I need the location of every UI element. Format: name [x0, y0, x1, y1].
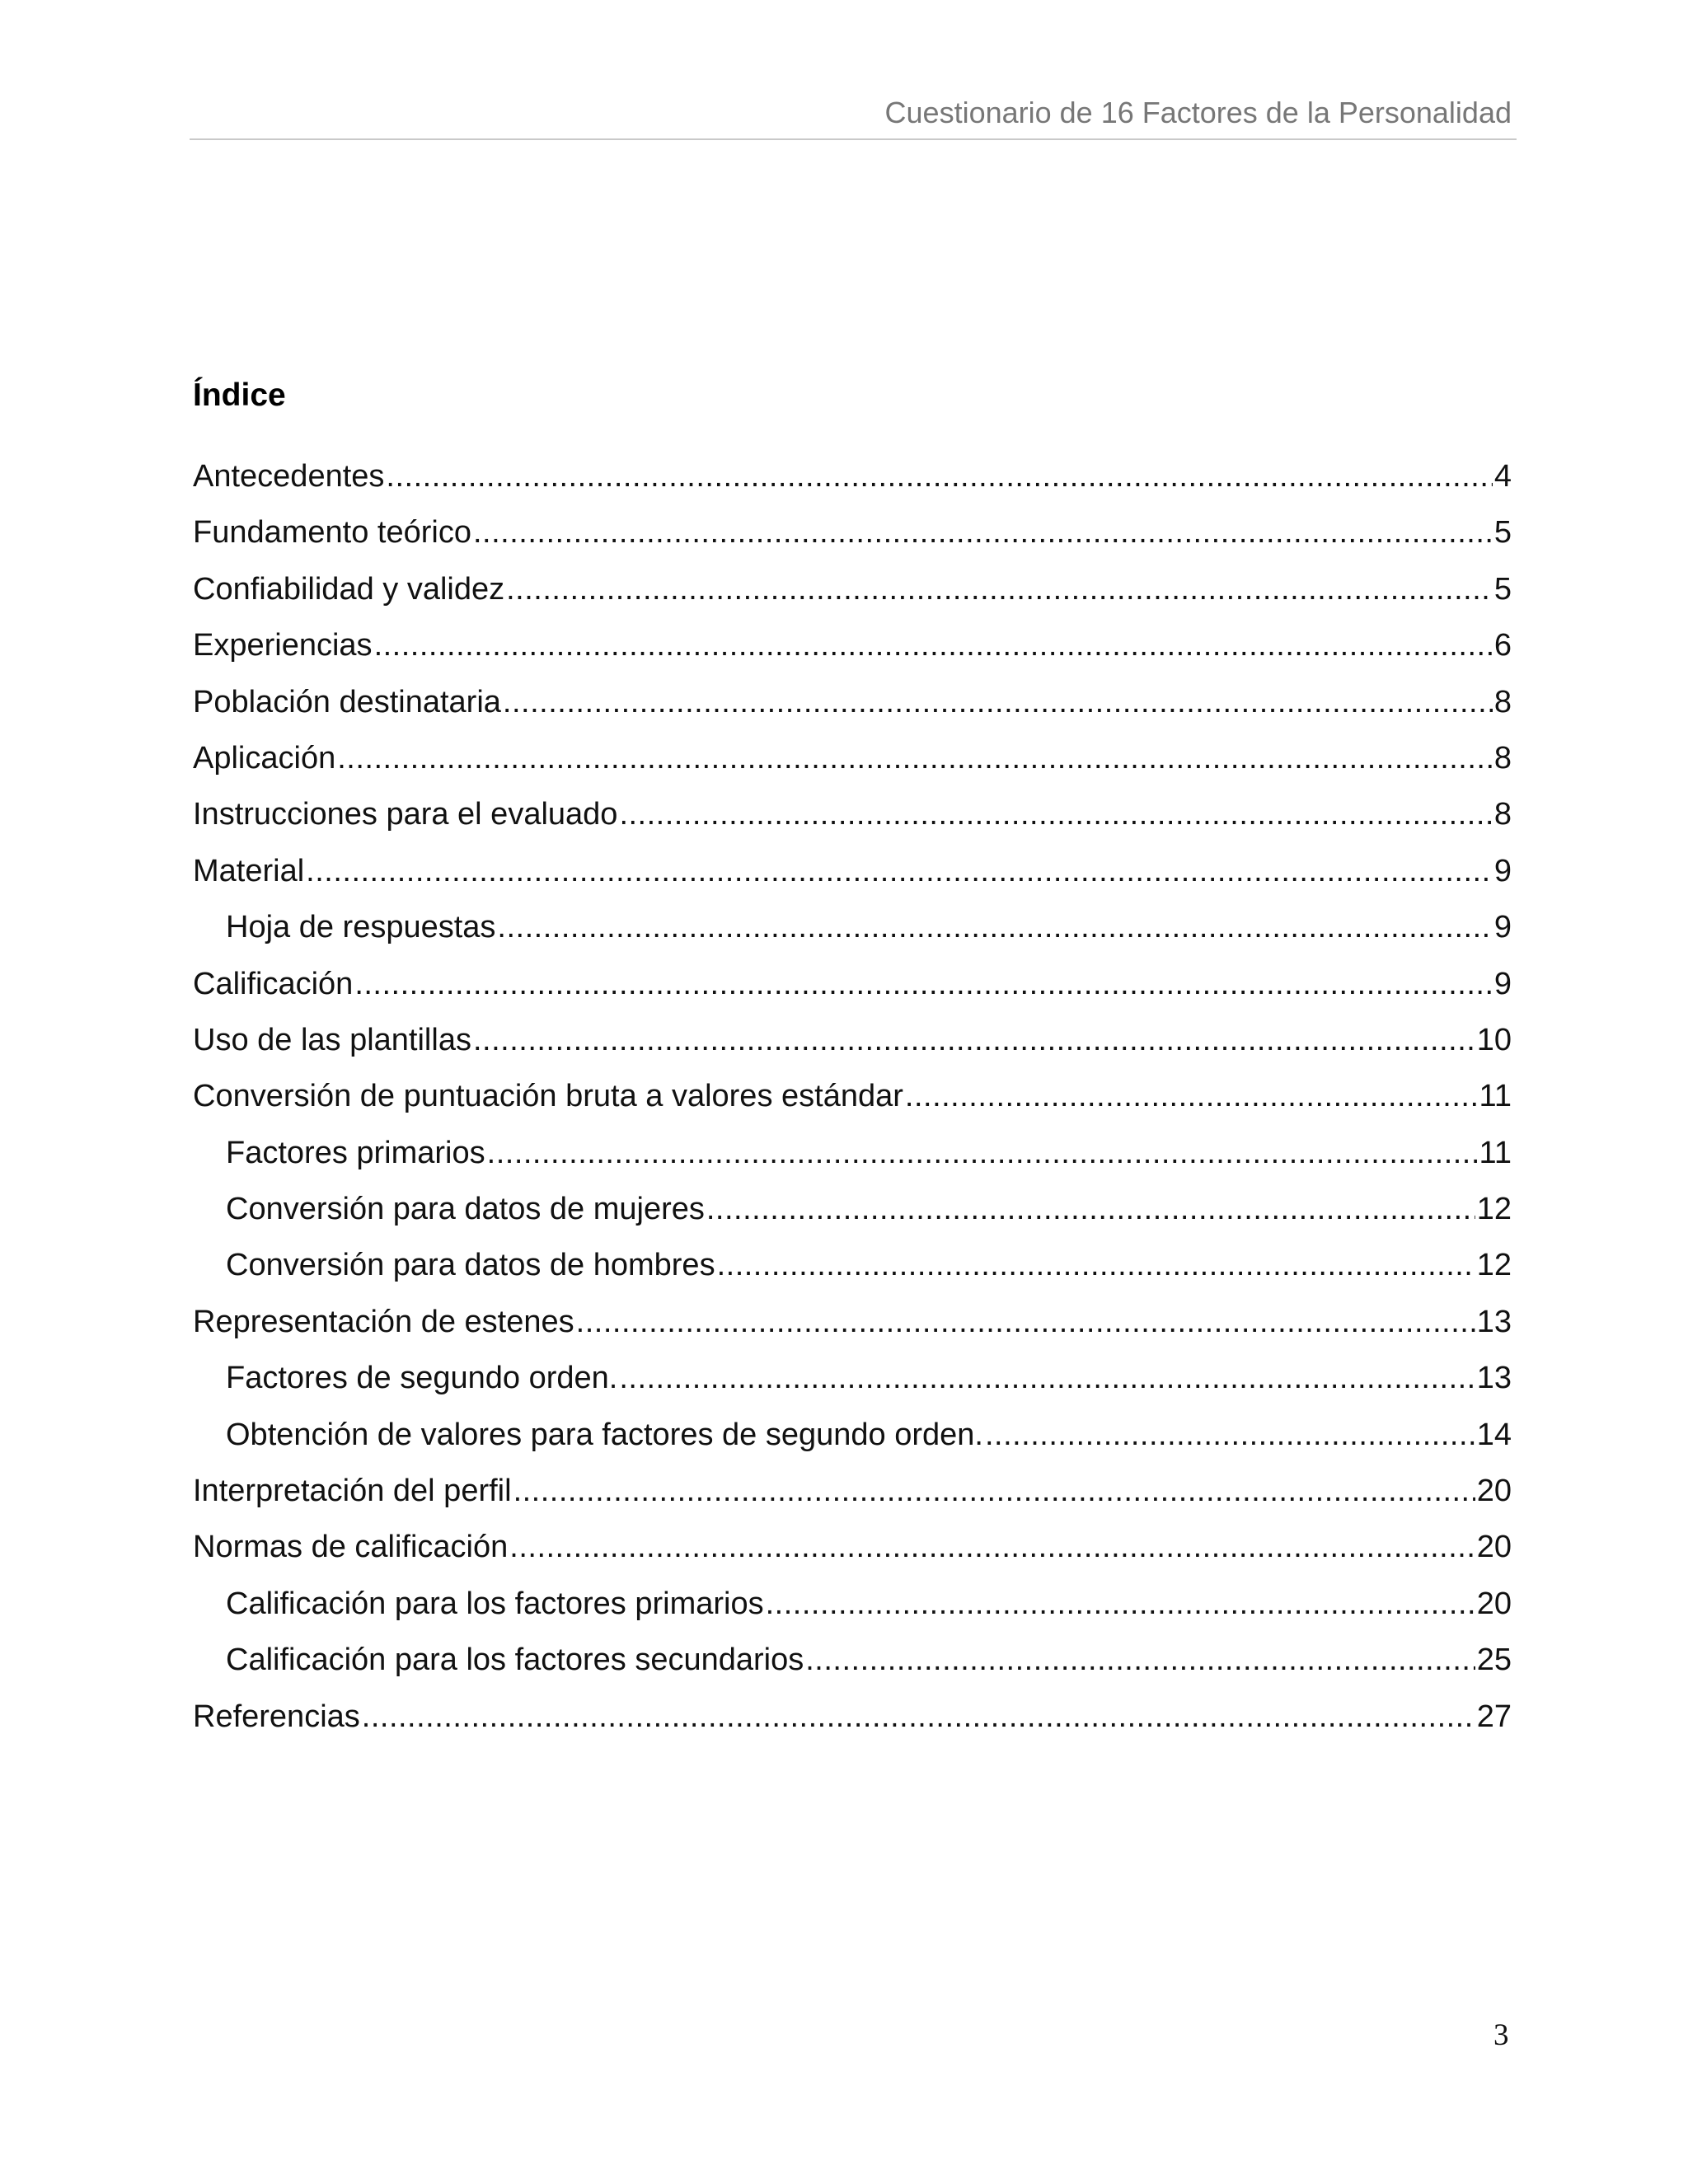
toc-entry-page[interactable]: 5 — [1493, 571, 1512, 607]
toc-entry-label[interactable]: Conversión de puntuación bruta a valores estándar — [193, 1079, 903, 1114]
toc-dot-leader — [306, 843, 1493, 899]
toc-dot-leader — [386, 448, 1492, 504]
toc-entry-label[interactable]: Factores primarios — [226, 1135, 485, 1170]
toc-entry-label[interactable]: Calificación para los factores primarios — [226, 1586, 764, 1621]
running-header-title: Cuestionario de 16 Factores de la Personalidad — [884, 96, 1512, 129]
toc-entry[interactable] — [193, 1181, 1512, 1237]
toc-entry-label[interactable]: Instrucciones para el evaluado — [193, 797, 618, 832]
toc-entry[interactable] — [193, 956, 1512, 1012]
toc-entry-label[interactable]: Población destinataria — [193, 684, 501, 719]
toc-entry[interactable] — [193, 1519, 1512, 1575]
table-of-contents — [193, 448, 1512, 1745]
toc-entry-page[interactable]: 6 — [1493, 628, 1512, 663]
toc-entry-label[interactable]: Hoja de respuestas — [226, 910, 496, 945]
toc-entry-page[interactable]: 11 — [1479, 1135, 1512, 1170]
toc-title: Índice — [193, 377, 286, 413]
toc-dot-leader — [513, 1463, 1475, 1519]
toc-entry[interactable] — [193, 786, 1512, 842]
toc-entry-page[interactable]: 9 — [1493, 966, 1512, 1001]
toc-entry-page[interactable]: 20 — [1476, 1530, 1512, 1565]
toc-entry[interactable] — [193, 1689, 1512, 1745]
toc-entry[interactable] — [193, 1012, 1512, 1068]
toc-entry[interactable] — [193, 730, 1512, 786]
toc-entry-label[interactable]: Obtención de valores para factores de segundo orden. — [226, 1417, 983, 1452]
toc-entry-page[interactable]: 20 — [1476, 1474, 1512, 1509]
toc-entry[interactable] — [193, 1068, 1512, 1124]
toc-entry-label[interactable]: Interpretación del perfil — [193, 1474, 512, 1509]
toc-entry-page[interactable]: 5 — [1493, 515, 1512, 551]
toc-entry[interactable] — [193, 1463, 1512, 1519]
toc-dot-leader — [766, 1576, 1475, 1632]
toc-dot-leader — [473, 504, 1493, 560]
toc-dot-leader — [576, 1294, 1475, 1350]
toc-entry[interactable] — [193, 843, 1512, 899]
toc-entry[interactable] — [193, 1294, 1512, 1350]
toc-entry-label[interactable]: Conversión para datos de mujeres — [226, 1192, 705, 1227]
toc-entry-page[interactable]: 9 — [1493, 910, 1512, 945]
toc-entry-label[interactable]: Material — [193, 853, 305, 888]
toc-entry-page[interactable]: 12 — [1476, 1192, 1512, 1227]
toc-entry-page[interactable]: 9 — [1493, 853, 1512, 888]
toc-entry[interactable] — [193, 504, 1512, 560]
toc-entry-label[interactable]: Calificación — [193, 966, 354, 1001]
toc-entry-label[interactable]: Experiencias — [193, 628, 373, 663]
toc-entry-label[interactable]: Factores de segundo orden. — [226, 1361, 618, 1396]
toc-entry-label[interactable]: Confiabilidad y validez — [193, 571, 505, 607]
toc-entry[interactable] — [193, 1350, 1512, 1406]
toc-dot-leader — [374, 617, 1493, 673]
page-number: 3 — [1493, 2018, 1509, 2052]
toc-entry[interactable] — [193, 1632, 1512, 1688]
toc-dot-leader — [985, 1407, 1475, 1463]
toc-dot-leader — [619, 786, 1492, 842]
toc-entry[interactable] — [193, 674, 1512, 730]
toc-entry[interactable] — [193, 561, 1512, 617]
toc-entry-page[interactable]: 8 — [1493, 684, 1512, 719]
toc-entry[interactable] — [193, 1407, 1512, 1463]
toc-dot-leader — [506, 561, 1493, 617]
toc-dot-leader — [337, 730, 1493, 786]
toc-entry-page[interactable]: 8 — [1493, 740, 1512, 776]
toc-dot-leader — [473, 1012, 1475, 1068]
toc-entry-label[interactable]: Aplicación — [193, 740, 336, 776]
toc-entry-label[interactable]: Fundamento teórico — [193, 515, 471, 551]
toc-entry-page[interactable]: 12 — [1476, 1248, 1512, 1283]
toc-dot-leader — [503, 674, 1493, 730]
toc-entry-page[interactable]: 13 — [1476, 1304, 1512, 1339]
toc-entry-label[interactable]: Antecedentes — [193, 459, 385, 494]
toc-dot-leader — [487, 1125, 1478, 1181]
toc-dot-leader — [497, 899, 1492, 955]
toc-entry[interactable] — [193, 1237, 1512, 1293]
toc-entry[interactable] — [193, 1125, 1512, 1181]
toc-entry-label[interactable]: Representación de estenes — [193, 1304, 574, 1339]
toc-dot-leader — [509, 1519, 1475, 1575]
toc-entry-page[interactable]: 27 — [1476, 1699, 1512, 1734]
toc-dot-leader — [905, 1068, 1478, 1124]
toc-dot-leader — [717, 1237, 1475, 1293]
toc-entry-label[interactable]: Normas de calificación — [193, 1530, 509, 1565]
page-header — [190, 92, 1517, 140]
toc-entry-page[interactable]: 14 — [1476, 1417, 1512, 1452]
toc-entry-page[interactable]: 10 — [1476, 1022, 1512, 1057]
toc-entry-page[interactable]: 13 — [1476, 1361, 1512, 1396]
toc-entry-label[interactable]: Referencias — [193, 1699, 360, 1734]
toc-dot-leader — [706, 1181, 1475, 1237]
toc-entry-label[interactable]: Conversión para datos de hombres — [226, 1248, 715, 1283]
toc-dot-leader — [362, 1689, 1475, 1745]
toc-dot-leader — [619, 1350, 1475, 1406]
toc-dot-leader — [354, 956, 1493, 1012]
toc-dot-leader — [805, 1632, 1475, 1688]
toc-entry[interactable] — [193, 899, 1512, 955]
toc-entry-label[interactable]: Calificación para los factores secundarios — [226, 1643, 804, 1678]
toc-entry[interactable] — [193, 448, 1512, 504]
toc-entry[interactable] — [193, 617, 1512, 673]
toc-entry-page[interactable]: 4 — [1493, 459, 1512, 494]
toc-entry-page[interactable]: 25 — [1476, 1643, 1512, 1678]
toc-entry-page[interactable]: 20 — [1476, 1586, 1512, 1621]
toc-entry-page[interactable]: 11 — [1479, 1079, 1512, 1114]
toc-entry[interactable] — [193, 1576, 1512, 1632]
toc-entry-page[interactable]: 8 — [1493, 797, 1512, 832]
toc-entry-label[interactable]: Uso de las plantillas — [193, 1022, 471, 1057]
